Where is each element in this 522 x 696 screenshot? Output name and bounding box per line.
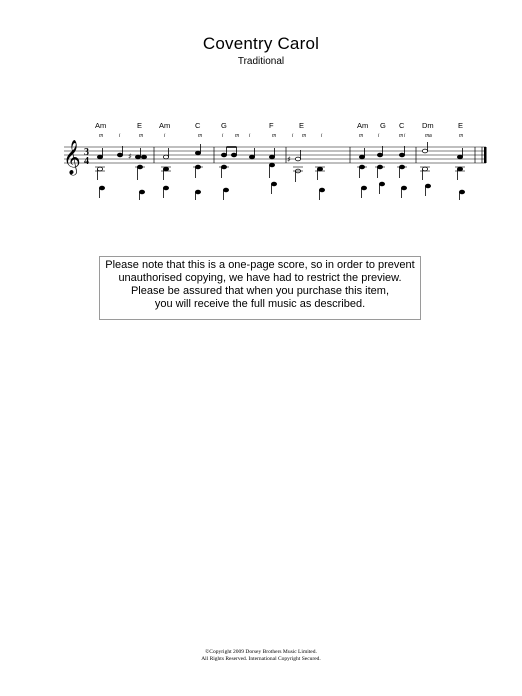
fingering: i [249,133,251,139]
fingering: i [292,133,294,139]
svg-text:3: 3 [84,147,89,158]
fingering: m [99,133,104,139]
treble-clef-icon: 𝄞 [63,140,81,175]
fingering: i [222,133,224,139]
deep-bass-notes [99,182,464,200]
notice-line: Please be assured that when you purchase this item, [130,285,390,297]
chord-symbol: G [221,121,227,130]
bass-notes [97,163,462,182]
chord-symbol: Am [95,121,107,130]
copyright-line: ©Copyright 2009 Dorsey Brothers Music Limited. [205,649,317,655]
svg-text:4: 4 [84,156,89,167]
melody-notes [97,142,462,161]
notice-line: Please note that this is a one-page score, so in order to prevent [105,259,415,271]
fingering: a [429,133,432,139]
copyright-line: All Rights Reserved. International Copyright Secured. [201,656,321,662]
chord-symbol: Am [159,121,171,130]
chord-symbol: E [458,121,464,130]
chord-symbol: E [299,121,305,130]
fingering: m [139,133,144,139]
preview-notice [99,256,421,320]
fingering: m [272,133,277,139]
fingering: m [198,133,203,139]
notice-line: unauthorised copying, we have had to restrict the preview. [118,272,402,284]
chord-symbol: Am [357,121,369,130]
notice-line: you will receive the full music as described. [154,298,366,310]
fingering: i [119,133,121,139]
fingering: m [302,133,307,139]
time-signature [84,147,89,167]
fingering: i [404,133,406,139]
composer: Traditional [237,56,285,67]
score-title: Coventry Carol [202,34,320,53]
chord-symbol: C [195,121,201,130]
svg-text:♯: ♯ [128,152,132,161]
copyright-notice [0,649,522,663]
fingering: m [399,133,404,139]
music-staff-system [58,112,498,202]
fingering: i [164,133,166,139]
fingering: m [235,133,240,139]
chord-symbol: E [137,121,143,130]
fingering: i [378,133,380,139]
ledger-lines [95,167,465,171]
sharp-icon [128,152,291,164]
fingering: i [321,133,323,139]
fingering: m [459,133,464,139]
chord-symbol: G [380,121,386,130]
svg-text:♯: ♯ [287,155,291,164]
chord-symbol: F [269,121,274,130]
fingering: m [425,133,430,139]
fingering: m [359,133,364,139]
chord-symbol: Dm [422,121,434,130]
chord-symbol: C [399,121,405,130]
